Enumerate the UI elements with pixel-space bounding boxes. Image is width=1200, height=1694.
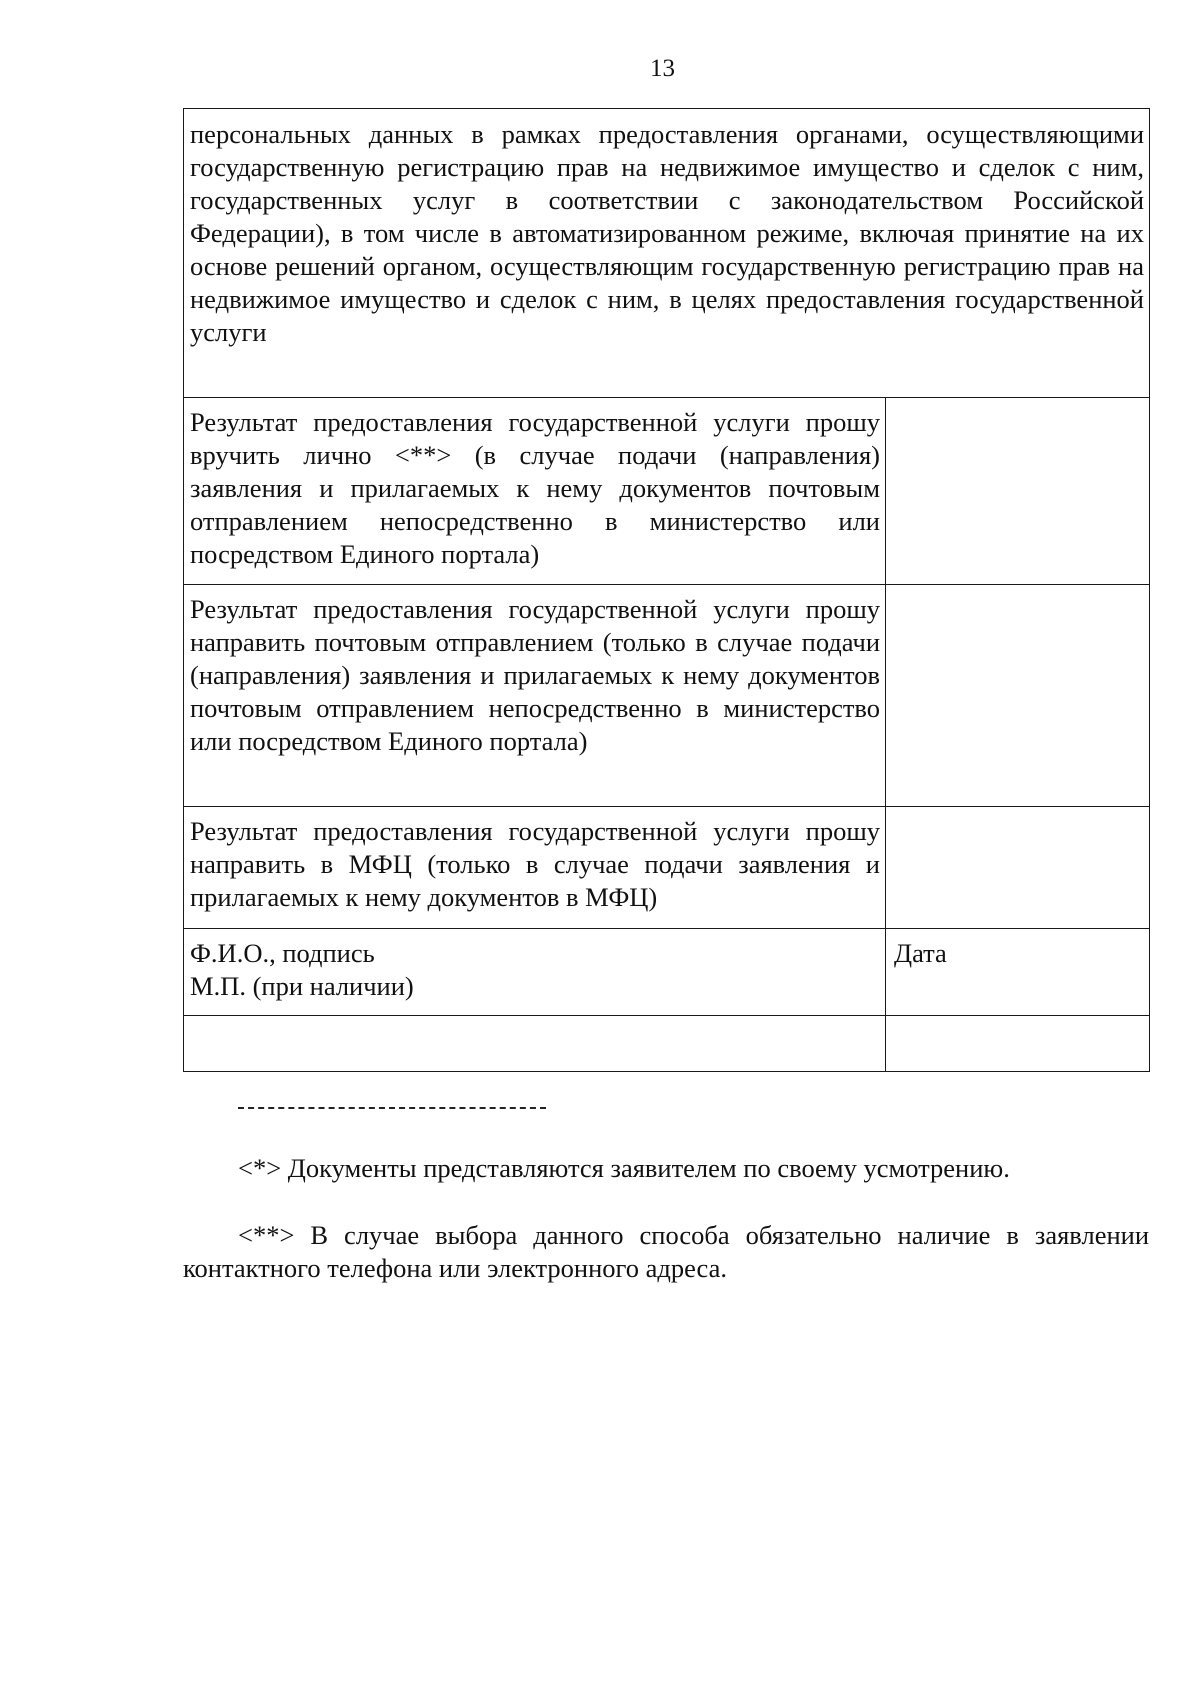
table-row-blank — [184, 1016, 1150, 1072]
personal-delivery-field[interactable] — [886, 398, 1150, 585]
footnote-2: <**> В случае выбора данного способа обязательно наличие в заявлении контактного телефона или электронного адреса. — [183, 1220, 1149, 1283]
mail-delivery-field[interactable] — [886, 585, 1150, 807]
mfc-delivery-field[interactable] — [886, 807, 1150, 929]
name-signature-label: Ф.И.О., подпись — [190, 938, 375, 968]
table-row-signature — [184, 929, 1150, 1016]
blank-date-field[interactable] — [886, 1016, 1150, 1072]
table-row-personal-delivery — [184, 398, 1150, 585]
date-cell — [886, 929, 1150, 1016]
footnote-1: <*> Документы представляются заявителем по своему усмотрению. — [238, 1153, 1010, 1183]
mail-delivery-label: Результат предоставления государственной услуги прошу направить почтовым отправлением (только в случае подачи (направления) заявления и прилагаемых к нему документов почтовым отправлением непосредственно в министерство или посредством Единого портала) — [184, 585, 886, 807]
seal-label: М.П. (при наличии) — [190, 971, 414, 1001]
table-row-mail-delivery — [184, 585, 1150, 807]
table-row-mfc-delivery — [184, 807, 1150, 929]
application-form-table — [183, 108, 1150, 1072]
date-label: Дата — [894, 938, 947, 968]
signature-cell — [184, 929, 886, 1016]
mfc-delivery-label: Результат предоставления государственной услуги прошу направить в МФЦ (только в случае подачи заявления и прилагаемых к нему документов в МФЦ) — [184, 807, 886, 929]
table-row-consent — [184, 109, 1150, 398]
footnote-separator — [238, 1107, 546, 1109]
blank-signature-field[interactable] — [184, 1016, 886, 1072]
consent-text: персональных данных в рамках предоставления органами, осуществляющими государственную регистрацию прав на недвижимое имущество и сделок с ним, государственных услуг в соответствии с законодательством Российской Федерации), в том числе в автоматизированном режиме, включая принятие на их основе решений органом, осуществляющим государственную регистрацию прав на недвижимое имущество и сделок с ним, в целях предоставления государственной услуги — [184, 109, 1150, 398]
personal-delivery-label: Результат предоставления государственной услуги прошу вручить лично <**> (в случае подачи (направления) заявления и прилагаемых к нему документов почтовым отправлением непосредственно в министерство или посредством Единого портала) — [184, 398, 886, 585]
page-number: 13 — [650, 55, 675, 82]
